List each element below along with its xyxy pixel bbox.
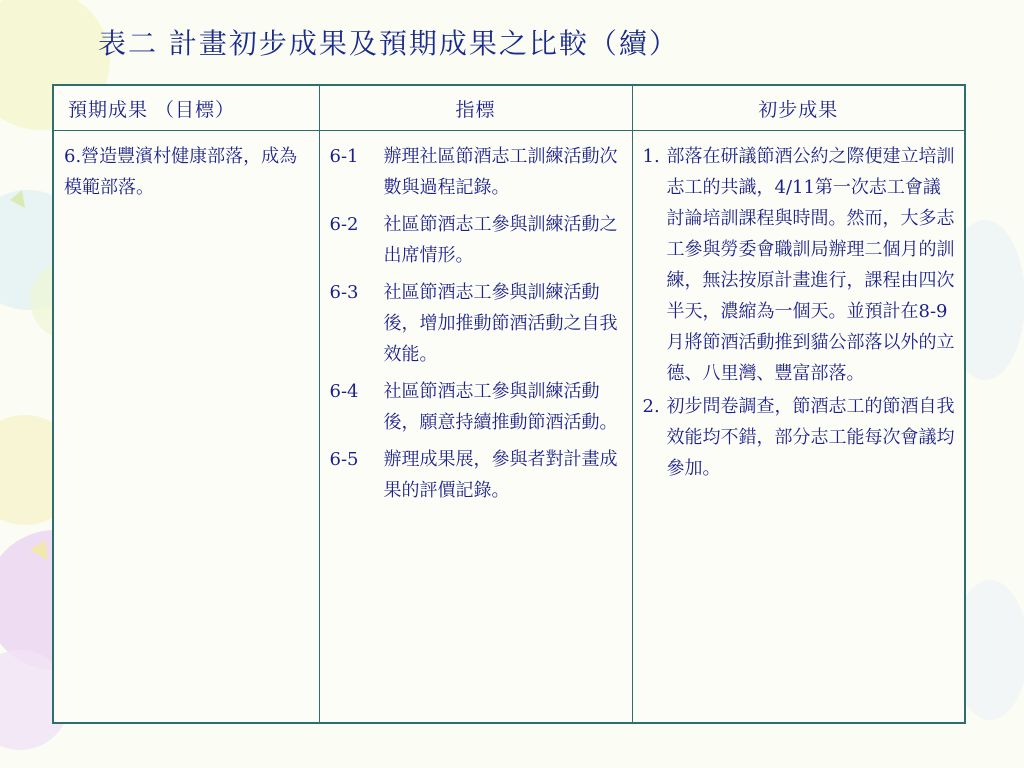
- indicator-text: 社區節酒志工參與訓練活動之出席情形。: [383, 214, 618, 266]
- result-number: 2.: [642, 396, 660, 417]
- result-item: [643, 141, 957, 389]
- slide-title: 表二 計畫初步成果及預期成果之比較（續）: [98, 27, 679, 60]
- indicator-text: 社區節酒志工參與訓練活動後，願意持續推動節酒活動。: [383, 381, 618, 433]
- indicator-text: 辦理成果展，參與者對計畫成果的評價記錄。: [383, 449, 618, 501]
- comparison-table: [52, 84, 966, 724]
- header-expected-outcome: 預期成果 （目標）: [53, 85, 319, 131]
- indicator-number: 6-3: [329, 282, 359, 303]
- indicator-item: [330, 376, 624, 438]
- result-text: 部落在研議節酒公約之際便建立培訓志工的共識，4/11第一次志工會議討論培訓課程與時間。然而，大多志工參與勞委會職訓局辦理二個月的訓練，無法按原計畫進行，課程由四次半天，濃縮為一個天。並預計在8-9月將節酒活動推到貓公部落以外的立德、八里灣、豐富部落。: [666, 146, 955, 384]
- result-text: 初步問卷調查，節酒志工的節酒自我效能均不錯，部分志工能每次會議均參加。: [666, 396, 955, 479]
- table-header-row: [53, 85, 965, 131]
- indicator-item: [330, 444, 624, 506]
- indicator-item: [330, 141, 624, 203]
- indicator-number: 6-2: [329, 214, 359, 235]
- indicators-cell: [319, 131, 632, 724]
- indicator-text: 辦理社區節酒志工訓練活動次數與過程記錄。: [383, 146, 618, 198]
- header-indicators: 指標: [319, 85, 632, 131]
- indicator-text: 社區節酒志工參與訓練活動後，增加推動節酒活動之自我效能。: [383, 282, 618, 365]
- expected-outcome-cell: 6.營造豐濱村健康部落，成為模範部落。: [53, 131, 319, 724]
- result-item: [643, 391, 957, 484]
- indicator-number: 6-1: [329, 146, 359, 167]
- indicator-item: [330, 209, 624, 271]
- indicator-number: 6-5: [329, 449, 359, 470]
- indicator-number: 6-4: [329, 381, 359, 402]
- results-cell: [632, 131, 965, 724]
- header-preliminary-results: 初步成果: [632, 85, 965, 131]
- result-number: 1.: [642, 146, 660, 167]
- table-row: [53, 131, 965, 724]
- indicator-item: [330, 277, 624, 370]
